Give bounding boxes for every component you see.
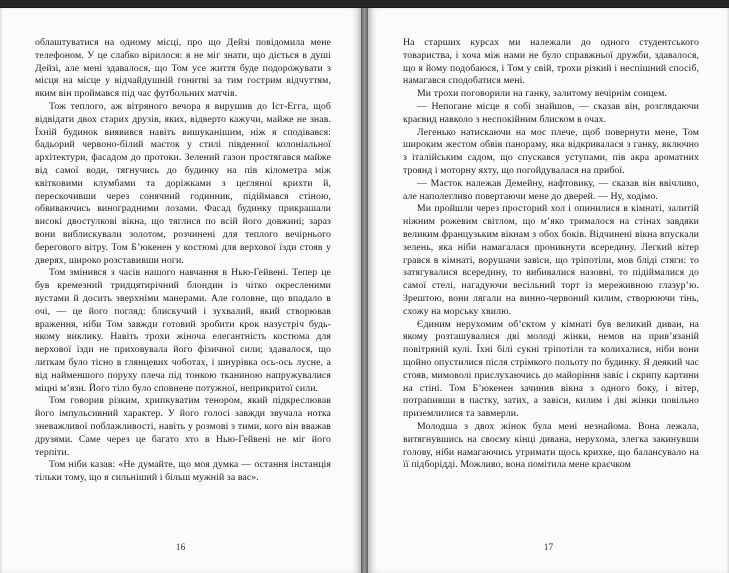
paragraph: Том говорив різким, хрипкуватим тенором, який підкреслював його імпульсивний характер. У його голосі завжди звучала нотка зневажливої поблажливості, навіть у розмові з тими, кого він вважав друзями. Саме через це багато хто в Нью-Гейвені не міг його терпіти.: [35, 395, 331, 458]
paragraph: Ми пройшли через просторий хол і опинилися в кімнаті, залитій ніжним рожевим світлом, що м’яко трималося на стінах завдяки великим французьким вікнам з обох боків. Відчинені вікна впускали зелень, яка ніби намагалася проникнути всередину. Легкий вітер грався в кімнаті, ворушачи завіси, що тріпотіли, мов бліді стяги: то затягувалися всередину, то вибивалися назовні, то підіймалися до самої стелі, нагадуючи весільний торт із мереживною глазур’ю. Зрештою, вони лягали на винно-червоний килим, створюючи тінь, схожу на морську хвилю.: [403, 203, 699, 317]
page-number-left: 16: [175, 543, 186, 553]
paragraph: — Маєток належав Демейну, нафтовику, — сказав він ввічливо, але наполегливо повертаючи мене до дверей. — Ну, ходімо.: [403, 177, 699, 202]
top-bar: [0, 0, 729, 8]
book-spread: [0, 8, 729, 573]
book-page-right: [368, 8, 729, 573]
paragraph: Ми трохи поговорили на ганку, залитому вечірнім сонцем.: [417, 88, 667, 100]
paragraph: Єдиним нерухомим об’єктом у кімнаті був великий диван, на якому розташувалися дві молоді жінки, немов на прив’язаній повітряній кулі. Їхні білі сукні тріпотіли та колихалися, ніби вони щойно опустилися після стрімкого польоту по будинку. Я деякий час стояв, мимоволі прислухаючись до майоріння завіс і скрипу картини на стіні. Том Б’юкенен зачинив вікна з одного боку, і вітер, потрапивши в пастку, затих, а завіси, килим і дві жінки повільно приземлилися та завмерли.: [403, 318, 699, 420]
page-text-right: [403, 37, 699, 472]
page-gutter: [361, 8, 368, 573]
page-number-right: 17: [543, 543, 554, 553]
paragraph: Тож теплого, аж вітряного вечора я вирушив до Іст-Егга, щоб відвідати двох старих друзів, яких, відверто кажучи, майже не знав. Їхній будинок виявився навіть вишуканішим, ніж я сподівався: бадьорий червоно-білий маєток у стилі південної колоніальної архітектури, фасадом до протоки. Зелений газон простягався майже від самої води, тягнучись до будинку на пів кілометра між квітковими клумбами та доріжками з цегляної крихти й, перескочивши через сонячний годинник, підіймався стіною, обвиваючись виноградними лозами. Фасад будинку прикрашали високі двостулкові вікна, що тяглися по всій його довжині; зараз вони виблискували золотом, розчинені для теплого вечірнього берегового вітру. Том Б’юкенен у костюмі для верхової їзди стояв у дверях, широко розставивши ноги.: [35, 100, 331, 266]
page-text-left: [35, 37, 331, 485]
paragraph: На старших курсах ми належали до одного студентського товариства, і хоча між нами не було справжньої дружби, здавалося, що я йому подобаюся, і Том у свій, трохи різкий і неспішний спосіб, намагався сподобатися мені.: [403, 37, 699, 87]
paragraph: Легенько натискаючи на моє плече, щоб повернути мене, Том широким жестом обвів панораму, яка відкривалася з ганку, включно з італійським садом, що спускався уступами, пів акра ароматних троянд і моторну яхту, що погойдувалася на прибої.: [403, 126, 699, 176]
paragraph: Молодша з двох жінок була мені незнайома. Вона лежала, витягнувшись на своєму кінці дивана, нерухома, злегка закинувши голову, ніби намагаючись утримати щось крихке, що балансувало на її підборідді. Можливо, вона помітила мене краєчком: [403, 420, 699, 471]
book-page-left: [0, 8, 361, 573]
paragraph: Том змінився з часів нашого навчання в Нью-Гейвені. Тепер це був кремезний тридцятирічний блондин із чітко окресленими вустами й досить зверхніми манерами. Але головне, що впадало в очі, — це його погляд: блискучий і зухвалий, який створював враження, ніби Том завжди готовий зробити крок назустріч будь-якому виклику. Навіть трохи жіноча елегантність костюма для верхової їзди не приховувала його фізичної сили; здавалося, що литкам було тісно в глянцевих чоботах, і шнурівка ось-ось лусне, а від найменшого поруху плеча під тонкою тканиною напружувалися міцні м’язи. Його тіло було сповнене потужної, неприкритої сили.: [35, 267, 331, 394]
paragraph: Том ніби казав: «Не думайте, що моя думка — остання інстанція тільки тому, що я сильніший і більш мужній за вас».: [35, 459, 331, 484]
paragraph: облаштуватися на одному місці, про що Дейзі повідомила мене телефоном. У це слабко вірилося: я не міг знати, що діється в душі Дейзі, але мені здавалося, що Том усе життя буде подорожувати з місця на місце у відчайдушній гонитві за тим гострим відчуттям, яким він проймався під час футбольних матчів.: [35, 37, 331, 100]
paragraph: — Непогане місце я собі знайшов, — сказав він, розглядаючи краєвид навколо з неспокійним блиском в очах.: [403, 100, 699, 125]
